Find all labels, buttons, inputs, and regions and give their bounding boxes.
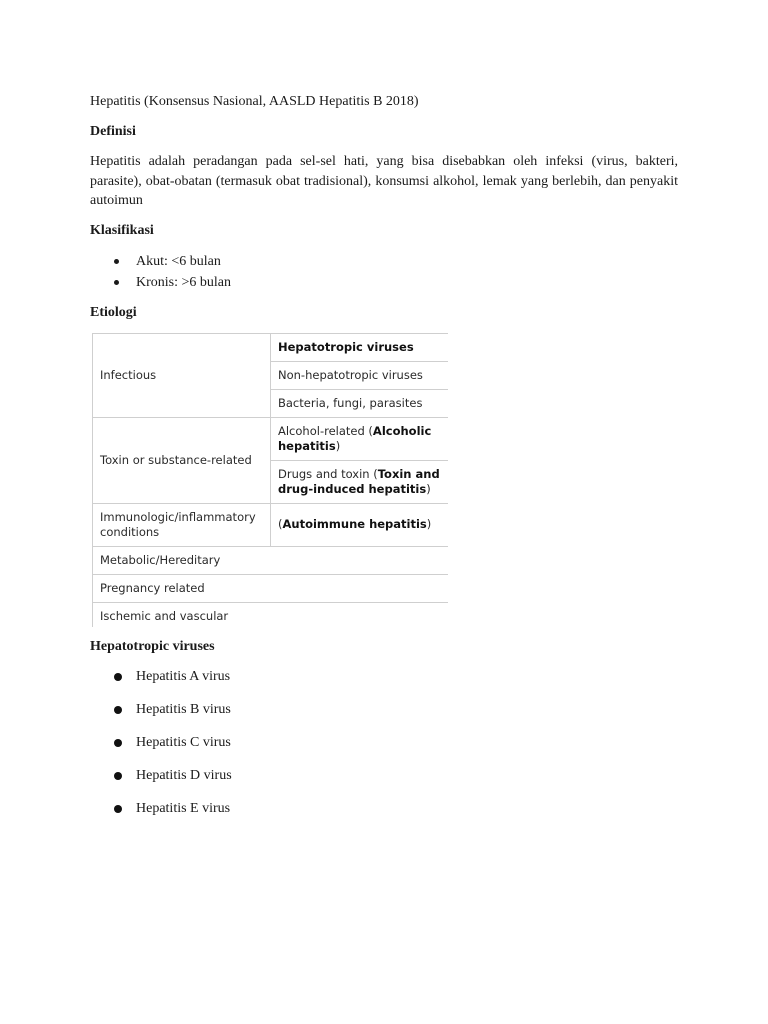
definisi-heading: Definisi (90, 124, 136, 139)
bullet-icon (114, 259, 119, 264)
list-item (90, 251, 678, 272)
list-item-text: Hepatitis C virus (136, 734, 231, 750)
table-cell (271, 333, 449, 361)
table-row (93, 417, 449, 460)
bullet-icon (114, 805, 122, 813)
table-cell-toxin: Toxin or substance-related (93, 417, 271, 503)
list-item (90, 667, 678, 687)
list-item-text: Hepatitis D virus (136, 767, 232, 783)
table-cell-pregnancy: Pregnancy related (93, 574, 449, 602)
table-cell-metabolic: Metabolic/Hereditary (93, 546, 449, 574)
table-cell: Non-hepatotropic viruses (271, 361, 449, 389)
list-item-text: Hepatitis E virus (136, 800, 231, 816)
table-cell (271, 460, 449, 503)
cell-text: Alcohol-related ( (278, 423, 373, 438)
list-item-text: Hepatitis B virus (136, 701, 231, 717)
table-row (93, 574, 449, 602)
table-row (93, 333, 449, 361)
cell-text: ( (278, 517, 283, 531)
bullet-icon (114, 772, 122, 780)
table-cell-infectious: Infectious (93, 333, 271, 417)
document-title: Hepatitis (Konsensus Nasional, AASLD Hepatitis B 2018) (90, 94, 419, 109)
bullet-icon (114, 739, 122, 747)
list-item (90, 272, 678, 293)
list-item (90, 766, 678, 786)
cell-text: ) (426, 481, 431, 496)
table-cell: Bacteria, fungi, parasites (271, 389, 449, 417)
table-cell (271, 503, 449, 546)
cell-bold-text: Toxin and drug-induced hepatitis (278, 466, 440, 496)
table-cell (271, 417, 449, 460)
bullet-icon (114, 280, 119, 285)
definisi-paragraph: Hepatitis adalah peradangan pada sel-sel hati, yang bisa disebabkan oleh infeksi (virus, bakteri, parasite), obat-obatan (termasuk obat tradisional), konsumsi alkohol, lemak yang berlebih, dan penyakit autoimun (90, 154, 678, 208)
etiologi-heading: Etiologi (90, 304, 137, 320)
cell-text: Drugs and toxin ( (278, 466, 378, 481)
hepatotropic-heading: Hepatotropic viruses (90, 638, 215, 654)
etiologi-table (92, 333, 448, 627)
cell-bold-text: Alcoholic hepatitis (278, 423, 432, 453)
table-cell-immuno: Immunologic/inflammatory conditions (93, 503, 271, 546)
cell-bold-text: Hepatotropic viruses (278, 339, 414, 354)
table-cell-ischemic: Ischemic and vascular (93, 602, 449, 627)
list-item-text: Akut: <6 bulan (136, 253, 221, 269)
list-item (90, 733, 678, 753)
table-row (93, 602, 449, 627)
cell-text: ) (426, 517, 432, 531)
hepatotropic-list (90, 667, 678, 819)
list-item-text: Hepatitis A virus (136, 668, 231, 684)
list-item-text: Kronis: >6 bulan (136, 274, 231, 290)
table-row (93, 546, 449, 574)
klasifikasi-heading: Klasifikasi (90, 222, 154, 238)
table-row (93, 503, 449, 546)
klasifikasi-list (90, 251, 678, 293)
cell-bold-text: Autoimmune hepatitis (282, 517, 427, 531)
bullet-icon (114, 706, 122, 714)
list-item (90, 799, 678, 819)
list-item (90, 700, 678, 720)
bullet-icon (114, 673, 122, 681)
document-page (90, 92, 678, 832)
cell-text: ) (335, 438, 341, 453)
